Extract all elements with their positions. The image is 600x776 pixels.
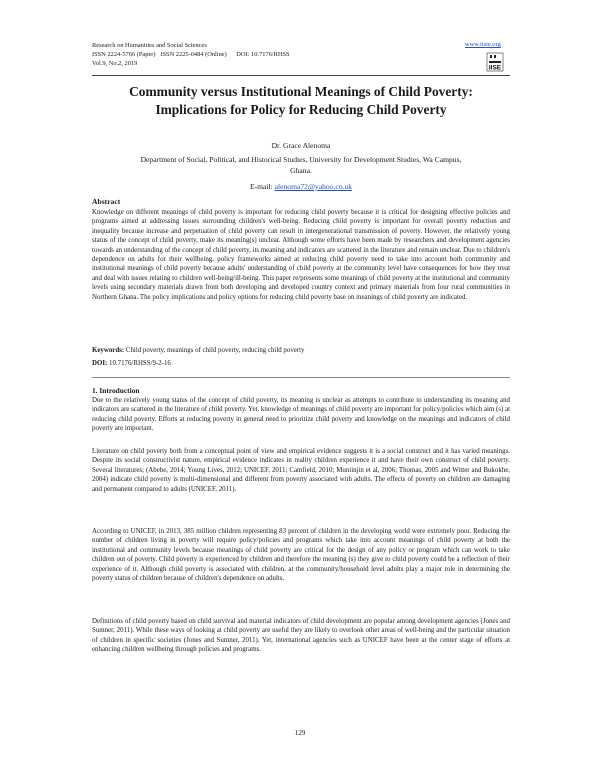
abstract-heading: Abstract bbox=[92, 197, 121, 206]
email-label: E-mail: bbox=[249, 182, 275, 191]
section-divider bbox=[92, 377, 510, 378]
paragraph: According to UNICEF, in 2013, 385 million children representing 83 percent of children in the developing world were extremely poor. Reducing the number of children living in poverty will require policy/policies and programs which take into account meanings of child poverty at both the institutional and community levels because meanings of child poverty are critical for the design of any policy or program which can work to take children out of poverty. Child poverty is experienced by children and therefore the meaning (s) they give to child poverty could be a reflection of their experience of it. Although child poverty is associated with children, at the community/household level adults play a major role in determining the poverty status of children because of children's dependence on adults. bbox=[92, 528, 510, 583]
author-email-line bbox=[92, 182, 510, 192]
volume-line: Vol.9, No.2, 2019 bbox=[92, 60, 138, 68]
author-affiliation: Department of Social, Political, and Historical Studies, University for Development Studies, Wa Campus, Ghana. bbox=[140, 155, 462, 175]
abstract-text: Knowledge on different meanings of child poverty is important for reducing child poverty because it is critical for designing effective policies and programs aimed at addressing issues surrounding children's well-being. Reducing child poverty is important for overall poverty reduction and inequality because increase and perpetuation of child poverty can result in intergenerational transmission of poverty. However, the relatively young status of the concept of child poverty, make its meaning(s) unclear. Although some efforts have been made by researchers and development agencies towards an understanding of the concept of child poverty, its meaning and indicators are scattered in the literature and remain unclear. Due to children's dependence on adults for their wellbeing, policy frameworks aimed at reducing child poverty need to take into account both community and institutional meanings of child poverty because adults' understanding of child poverty at the community level have consequences for how they treat and deal with issues relating to children well-being/ill-being. This paper re/presents some meanings of child poverty at the institutional and community levels using secondary materials drawn from both developing and developed country context and primary materials from four rural communities in Northern Ghana. The policy implications and policy options for reducing child poverty base on meanings of child poverty are indicated. bbox=[92, 209, 510, 301]
email-link[interactable]: alenoma72@yahoo.co.uk bbox=[274, 182, 353, 191]
page-number: 129 bbox=[294, 729, 306, 737]
keywords-text: Child poverty, meanings of child poverty, reducing child poverty bbox=[124, 347, 305, 354]
paper-title: Community versus Institutional Meanings of Child Poverty: Implications for Policy for Reducing Child Poverty bbox=[129, 84, 473, 117]
doi-line bbox=[92, 359, 510, 368]
iiste-logo-icon bbox=[486, 52, 504, 72]
section-heading: 1. Introduction bbox=[92, 386, 140, 395]
paragraph: Literature on child poverty both from a conceptual point of view and empirical evidence suggests it is a social construct and it has varied meanings. Despite its social constructivist nature, empirical evidence indicates in reality children experience it and have their own construct of child poverty. Several literatures; (Abebe, 2014; Young Lives, 2012; UNICEF, 2011; Camfield, 2010; Muniinjin et al, 2006; Thomas, 2005 and Witter and Bukokhe, 2004) indicate child poverty is multi-dimensional and different from poverty associated with adults. The effects of poverty on children are damaging and permanent compared to adults (UNICEF, 2011). bbox=[92, 448, 510, 493]
journal-url-link[interactable]: www.iiste.org bbox=[465, 41, 501, 48]
keywords-line bbox=[92, 346, 510, 355]
logo-text: IISE bbox=[488, 64, 502, 72]
keywords-label: Keywords: bbox=[92, 347, 125, 354]
doi-text: 10.7176/RHSS/9-2-16 bbox=[107, 360, 171, 367]
issn-line: ISSN 2224-5766 (Paper) ISSN 2225-0484 (Online) DOI: 10.7176/RHSS bbox=[92, 51, 290, 59]
paragraph: Due to the relatively young status of the concept of child poverty, its meaning is unclear as attempts to contribute to understanding its meaning and indicators are scattered in the literature of child poverty. Yet, knowledge of meanings of child poverty are important for policy/policies which aim (s) at reducing child poverty. Efforts at reducing poverty in general need to prioritize child poverty and knowledge on the meanings and indicators of child poverty are important. bbox=[92, 397, 510, 433]
paragraph: Definitions of child poverty based on child survival and material indicators of child development are popular among development agencies (Jones and Sumner, 2011). While these ways of looking at child poverty are useful they are likely to overlook other areas of well-being and the particular situation of children in specific societies (Jones and Sumner, 2011). Yet, international agencies such as UNICEF have been at the center stage of efforts at enhancing children wellbeing through policies and programs. bbox=[92, 618, 510, 654]
author-name: Dr. Grace Alenoma bbox=[271, 141, 331, 150]
doi-label: DOI: bbox=[92, 360, 108, 367]
journal-header bbox=[92, 41, 512, 69]
journal-name: Research on Humanities and Social Sciences bbox=[92, 42, 207, 49]
header-divider bbox=[92, 75, 510, 76]
